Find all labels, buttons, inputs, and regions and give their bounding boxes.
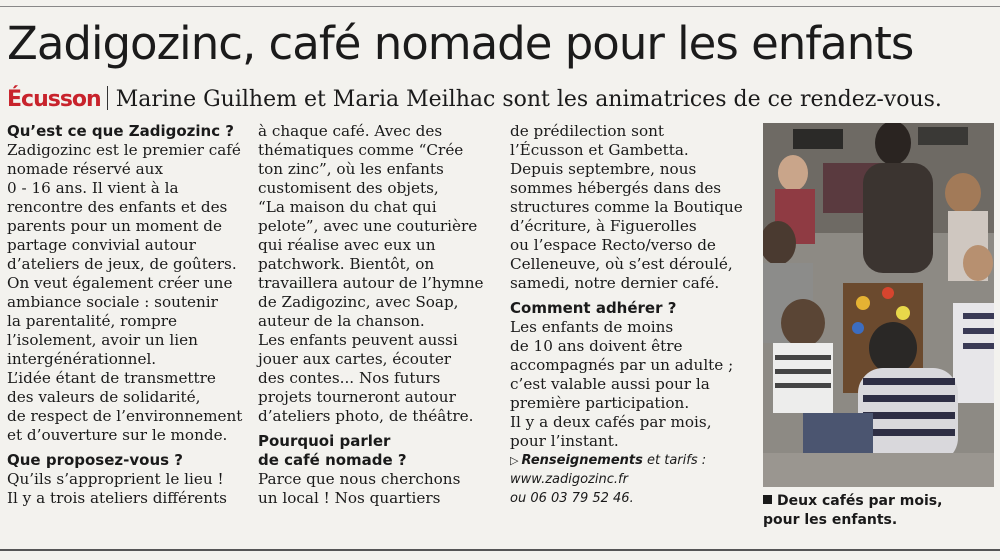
body-line: partage convivial autour — [7, 236, 196, 254]
phone-number: ou 06 03 79 52 46. — [510, 491, 634, 506]
top-rule — [0, 6, 1000, 7]
body-line: “La maison du chat qui — [258, 198, 437, 216]
headline: Zadigozinc, café nomade pour les enfants — [7, 17, 914, 70]
arrow-bullet-icon: ▷ — [510, 454, 519, 467]
body-line: travaillera autour de l’hymne — [258, 274, 484, 292]
body-line: structures comme la Boutique — [510, 198, 743, 216]
body-line: des contes... Nos futurs — [258, 369, 441, 387]
body-line: parents pour un moment de — [7, 217, 223, 235]
body-line: d’ateliers de jeux, de goûters. — [7, 255, 237, 273]
kicker-divider — [107, 86, 108, 110]
body-line: d’écriture, à Figuerolles — [510, 217, 697, 235]
body-line: On veut également créer une — [7, 274, 233, 292]
body-line: pour l’instant. — [510, 432, 619, 450]
body-line: Il y a trois ateliers différents — [7, 489, 227, 507]
body-line: jouer aux cartes, écouter — [258, 350, 452, 368]
body-line: c’est valable aussi pour la — [510, 375, 710, 393]
body-line: customisent des objets, — [258, 179, 439, 197]
body-line: 0 - 16 ans. Il vient à la — [7, 179, 179, 197]
body-line: et d’ouverture sur le monde. — [7, 426, 228, 444]
body-line: de Zadigozinc, avec Soap, — [258, 293, 459, 311]
body-line: des valeurs de solidarité, — [7, 388, 201, 406]
caption-line-1: Deux cafés par mois, — [777, 493, 943, 509]
body-line: Les enfants de moins — [510, 318, 674, 336]
question-heading: Qu’est ce que Zadigozinc ? — [7, 122, 235, 140]
photo-caption — [763, 492, 994, 530]
question-heading: Comment adhérer ? — [510, 299, 677, 317]
subhead — [7, 84, 942, 117]
info-label-rest: et tarifs : — [642, 453, 707, 468]
body-line: un local ! Nos quartiers — [258, 489, 441, 507]
body-line: pelote”, avec une couturière — [258, 217, 478, 235]
body-line: sommes hébergés dans des — [510, 179, 722, 197]
body-line: L’idée étant de transmettre — [7, 369, 216, 387]
body-line: première participation. — [510, 394, 690, 412]
column-3 — [510, 122, 755, 508]
body-line: patchwork. Bientôt, on — [258, 255, 435, 273]
photo-children-workshop-icon — [763, 123, 994, 487]
body-line: à chaque café. Avec des — [258, 122, 443, 140]
body-line: l’Écusson et Gambetta. — [510, 141, 689, 159]
body-line: ambiance sociale : soutenir — [7, 293, 218, 311]
body-line: ou l’espace Recto/verso de — [510, 236, 716, 254]
body-line: nomade réservé aux — [7, 160, 164, 178]
body-line: de 10 ans doivent être — [510, 337, 683, 355]
info-line — [510, 451, 755, 470]
bottom-rule — [0, 549, 1000, 551]
body-line: Zadigozinc est le premier café — [7, 141, 241, 159]
body-line: Depuis septembre, nous — [510, 160, 697, 178]
body-line: de respect de l’environnement — [7, 407, 243, 425]
body-line: de prédilection sont — [510, 122, 664, 140]
column-2 — [258, 122, 503, 508]
body-line: accompagnés par un adulte ; — [510, 356, 734, 374]
caption-line-2: pour les enfants. — [763, 512, 898, 528]
body-line: rencontre des enfants et des — [7, 198, 228, 216]
website-link[interactable]: www.zadigozinc.fr — [510, 472, 628, 487]
body-line: d’ateliers photo, de théâtre. — [258, 407, 474, 425]
question-heading: Pourquoi parler — [258, 432, 391, 450]
body-line: la parentalité, rompre — [7, 312, 177, 330]
question-heading: de café nomade ? — [258, 451, 407, 469]
body-line: intergénérationnel. — [7, 350, 157, 368]
info-label-bold: Renseignements — [521, 453, 643, 468]
column-1 — [7, 122, 247, 508]
kicker: Écusson — [7, 87, 101, 112]
caption-square-icon — [763, 495, 772, 504]
body-line: projets tourneront autour — [258, 388, 456, 406]
body-line: Les enfants peuvent aussi — [258, 331, 458, 349]
body-line: ton zinc”, où les enfants — [258, 160, 444, 178]
body-line: qui réalise avec eux un — [258, 236, 436, 254]
body-line: Celleneuve, où s’est déroulé, — [510, 255, 733, 273]
body-line: l’isolement, avoir un lien — [7, 331, 198, 349]
body-line: Parce que nous cherchons — [258, 470, 461, 488]
body-line: Qu’ils s’approprient le lieu ! — [7, 470, 224, 488]
deck: Marine Guilhem et Maria Meilhac sont les animatrices de ce rendez-vous. — [115, 87, 942, 112]
body-line: samedi, notre dernier café. — [510, 274, 720, 292]
body-line: auteur de la chanson. — [258, 312, 425, 330]
body-line: thématiques comme “Crée — [258, 141, 464, 159]
question-heading: Que proposez-vous ? — [7, 451, 183, 469]
body-line: Il y a deux cafés par mois, — [510, 413, 712, 431]
